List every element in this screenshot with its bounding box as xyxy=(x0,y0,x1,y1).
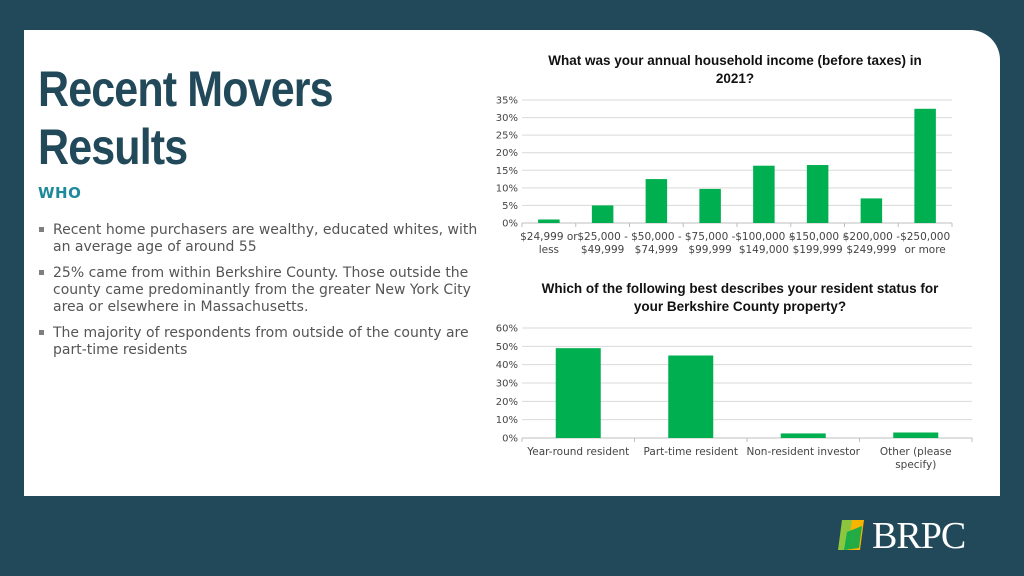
bullet-text: 25% came from within Berkshire County. Those outside the county came predominantly from the greater New York City area or elsewhere in Massachusetts. xyxy=(53,265,471,315)
bullet-text: The majority of respondents from outside of the county are part-time residents xyxy=(53,325,469,358)
x-category-label: Non-resident investor xyxy=(746,446,860,458)
x-category-label: Year-round resident xyxy=(527,446,630,458)
y-tick-label: 30% xyxy=(495,113,518,125)
bar xyxy=(592,205,614,223)
income-bar-chart xyxy=(480,92,980,262)
section-subtitle: WHO xyxy=(38,184,82,202)
brpc-logo-text: BRPC xyxy=(872,515,966,557)
bullet-list xyxy=(38,222,478,368)
y-tick-label: 30% xyxy=(495,378,518,390)
bar xyxy=(538,219,560,223)
x-category-label: $199,999 xyxy=(792,244,843,256)
bar xyxy=(893,433,938,439)
x-category-label: $49,999 xyxy=(580,244,625,256)
bar xyxy=(914,109,936,223)
y-tick-label: 10% xyxy=(495,183,518,195)
x-category-label: Other (please xyxy=(879,446,952,458)
x-category-label: $249,999 xyxy=(846,244,897,256)
x-category-label: $250,000 xyxy=(900,231,951,243)
x-category-label: $99,999 xyxy=(688,244,732,256)
y-tick-label: 20% xyxy=(495,148,518,160)
y-tick-label: 20% xyxy=(495,396,518,408)
x-category-label: $75,000 - xyxy=(684,231,736,243)
bar xyxy=(807,165,829,223)
bar xyxy=(753,166,775,223)
bullet-marker-icon xyxy=(39,270,44,275)
x-category-label: $150,000 - xyxy=(789,231,847,243)
x-category-label: $200,000 - xyxy=(842,231,900,243)
x-category-label: $25,000 - xyxy=(577,231,628,243)
y-tick-label: 25% xyxy=(495,130,518,142)
bullet-text: Recent home purchasers are wealthy, educated whites, with an average age of around 55 xyxy=(53,222,478,255)
resident-bar-chart xyxy=(480,318,980,478)
x-category-label: Part-time resident xyxy=(643,446,738,458)
x-category-label: $100,000 - xyxy=(735,231,793,243)
bar xyxy=(668,356,713,439)
x-category-label: or more xyxy=(904,244,946,256)
resident-chart-title: Which of the following best describes your resident status for your Berkshire County property? xyxy=(541,281,939,314)
bullet-item xyxy=(38,265,478,316)
bullet-marker-icon xyxy=(39,227,44,232)
x-category-label: specify) xyxy=(895,459,937,471)
brpc-logo-icon xyxy=(838,518,868,552)
x-category-label: less xyxy=(538,244,560,256)
bar xyxy=(781,433,826,438)
y-tick-label: 10% xyxy=(495,415,518,427)
brpc-logo xyxy=(838,516,988,556)
income-chart-title: What was your annual household income (before taxes) in 2021? xyxy=(548,53,922,86)
bar xyxy=(861,198,883,223)
y-tick-label: 15% xyxy=(495,165,518,177)
y-tick-label: 0% xyxy=(502,218,518,230)
bullet-item xyxy=(38,325,478,359)
page-title: Recent Movers Results xyxy=(38,61,333,175)
y-tick-label: 40% xyxy=(495,360,518,372)
bar xyxy=(699,189,721,223)
bar xyxy=(646,179,668,223)
y-tick-label: 5% xyxy=(502,200,518,212)
y-tick-label: 50% xyxy=(495,341,518,353)
x-category-label: $149,000 xyxy=(738,244,789,256)
y-tick-label: 35% xyxy=(495,95,518,107)
x-category-label: $24,999 or xyxy=(520,231,578,243)
bar xyxy=(556,348,601,438)
bullet-item xyxy=(38,222,478,256)
bullet-marker-icon xyxy=(39,330,44,335)
y-tick-label: 60% xyxy=(495,323,518,335)
x-category-label: $74,999 xyxy=(634,244,679,256)
y-tick-label: 0% xyxy=(502,433,518,445)
x-category-label: $50,000 - xyxy=(631,231,682,243)
